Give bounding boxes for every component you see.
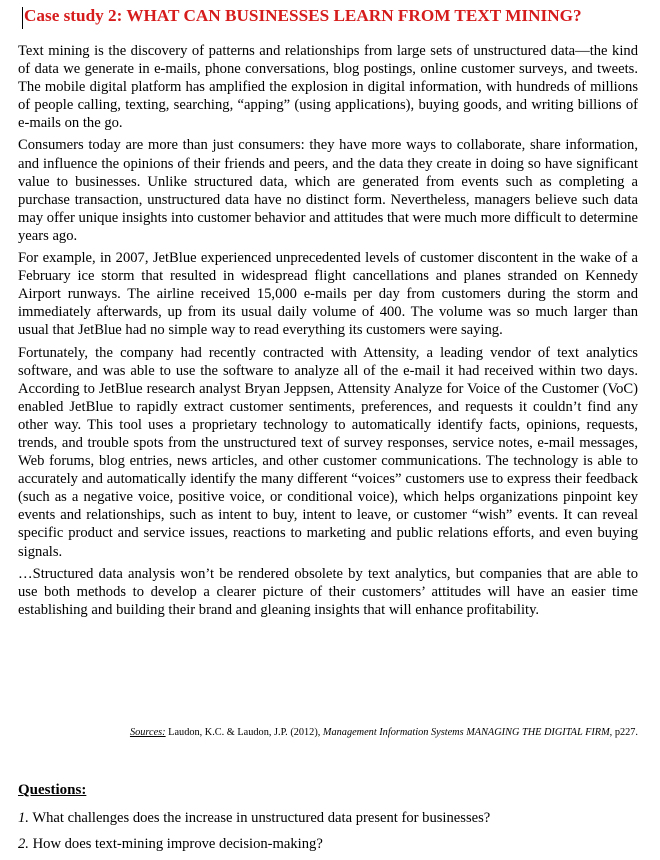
paragraph: Text mining is the discovery of patterns and relationships from large sets of unstructured data—the kind of data we generate in e-mails, phone conversations, blog postings, online customer surveys, and tweets. The mobile digital platform has amplified the explosion in digital information, with hundreds of millions of people calling, texting, searching, “apping” (using applications), buying goods, and writing billions of e-mails on the go. (18, 43, 638, 132)
paragraph: …Structured data analysis won’t be rendered obsolete by text analytics, but companies that are able to use both methods to develop a clearer picture of their customers’ attitudes will have an easier time establishing and building their brand and gleaning insights that will enhance profitability. (18, 565, 638, 618)
question-text: How does text-mining improve decision-making? (28, 836, 323, 852)
page-title: Case study 2: WHAT CAN BUSINESSES LEARN FROM TEXT MINING? (24, 6, 582, 25)
source-book-title: Management Information Systems MANAGING THE DIGITAL FIRM, (322, 727, 613, 738)
source-page: p227. (612, 727, 638, 738)
questions-heading: Questions: (18, 782, 87, 798)
paragraph: Fortunately, the company had recently contracted with Attensity, a leading vendor of text analytics software, and was able to use the software to analyze all of the e-mail it had received within two days. According to JetBlue research analyst Bryan Jeppsen, Attensity Analyze for Voice of the Customer (VoC) enabled JetBlue to rapidly extract customer sentiments, preferences, and requests it couldn’t find any other way. This tool uses a proprietary technology to automatically identify facts, opinions, requests, trends, and trouble spots from the unstructured text of survey responses, service notes, e-mail messages, Web forums, blog entries, news articles, and other customer communications. The technology is able to accurately and automatically identify the many different “voices” customers use to express their feedback (such as a negative voice, positive voice, or conditional voice), which helps organizations pinpoint key events and relationships, such as intent to buy, intent to leave, or customer “wish” events. It can reveal specific product and service issues, reactions to marketing and public relations efforts, and even buying signals. (18, 344, 638, 560)
question-text: What challenges does the increase in unstructured data present for businesses? (28, 810, 491, 826)
text-cursor (22, 7, 23, 29)
paragraph: Consumers today are more than just consumers: they have more ways to collaborate, share information, and influence the opinions of their friends and peers, and the data they create in doing so have significant value to businesses. Unlike structured data, which are generated from events such as completing a purchase transaction, unstructured data have no distinct form. Nevertheless, managers believe such data may offer unique insights into customer behavior and attitudes that were much more difficult to determine years ago. (18, 137, 638, 244)
question-number: 2. (18, 836, 29, 852)
question-item (18, 810, 490, 827)
question-item (18, 836, 323, 853)
question-number: 1. (18, 810, 29, 826)
source-authors: Laudon, K.C. & Laudon, J.P. (2012), (165, 727, 323, 738)
source-citation (0, 727, 638, 738)
paragraph: For example, in 2007, JetBlue experienced unprecedented levels of customer discontent in the wake of a February ice storm that resulted in widespread flight cancellations and planes stranded on Kennedy Airport runways. The airline received 15,000 e-mails per day from customers during the storm and immediately afterwards, up from its usual daily volume of 400. The volume was so much larger than usual that JetBlue had no simple way to read everything its customers were saying. (18, 250, 638, 339)
case-study-body (18, 42, 638, 623)
source-label: Sources: (129, 727, 166, 738)
